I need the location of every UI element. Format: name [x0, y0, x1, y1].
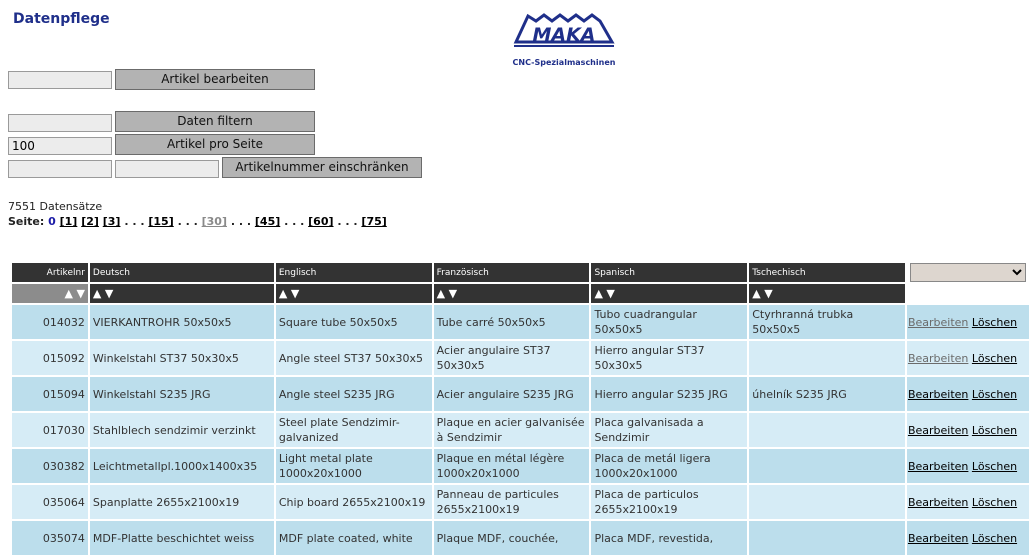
edit-link[interactable]: Bearbeiten: [907, 351, 969, 365]
cell-spanisch: Placa de metál ligera 1000x20x1000: [590, 448, 748, 484]
sort-blank: [906, 283, 1030, 304]
pager-link-75[interactable]: [75]: [361, 215, 387, 228]
delete-link[interactable]: Löschen: [971, 459, 1018, 473]
pager-link-1[interactable]: [1]: [59, 215, 78, 228]
cell-franzoesisch: Panneau de particules 2655x2100x19: [433, 484, 591, 520]
cell-franzoesisch: Tube carré 50x50x5: [433, 304, 591, 340]
cell-actions: [906, 448, 1030, 484]
cell-artikelnr: 015094: [11, 376, 89, 412]
delete-link[interactable]: Löschen: [971, 351, 1018, 365]
edit-link[interactable]: Bearbeiten: [907, 459, 969, 473]
filter-button[interactable]: Daten filtern: [115, 111, 315, 132]
delete-link[interactable]: Löschen: [971, 531, 1018, 545]
pager-label: Seite:: [8, 215, 45, 228]
per-page-input[interactable]: [8, 137, 112, 155]
cell-englisch: Square tube 50x50x5: [275, 304, 433, 340]
table-row: [11, 340, 1030, 376]
cell-englisch: Angle steel ST37 50x30x5: [275, 340, 433, 376]
cell-tschechisch: [748, 520, 906, 556]
sort-spanisch[interactable]: ▲ ▼: [590, 283, 748, 304]
cell-deutsch: Stahlblech sendzimir verzinkt: [89, 412, 275, 448]
table-row: [11, 448, 1030, 484]
pager-dots: . . .: [337, 215, 358, 228]
sort-artikelnr[interactable]: ▲ ▼: [11, 283, 89, 304]
cell-tschechisch: [748, 412, 906, 448]
edit-link[interactable]: Bearbeiten: [907, 531, 969, 545]
cell-artikelnr: 035064: [11, 484, 89, 520]
sort-row: [11, 283, 1030, 304]
delete-link[interactable]: Löschen: [971, 495, 1018, 509]
cell-englisch: Light metal plate 1000x20x1000: [275, 448, 433, 484]
edit-link[interactable]: Bearbeiten: [907, 315, 969, 329]
cell-actions: [906, 376, 1030, 412]
table-row: [11, 376, 1030, 412]
cell-actions: [906, 484, 1030, 520]
column-select[interactable]: [910, 263, 1026, 282]
maka-logo-mark: [512, 12, 616, 58]
cell-artikelnr: 030382: [11, 448, 89, 484]
cell-deutsch: Spanplatte 2655x2100x19: [89, 484, 275, 520]
pager-link-30[interactable]: [30]: [201, 215, 227, 228]
cell-englisch: Steel plate Sendzimir-galvanized: [275, 412, 433, 448]
header-artikelnr: Artikelnr: [11, 262, 89, 283]
cell-spanisch: Placa de particulos 2655x2100x19: [590, 484, 748, 520]
cell-spanisch: Tubo cuadrangular 50x50x5: [590, 304, 748, 340]
articles-table: [10, 261, 1031, 557]
cell-actions: [906, 412, 1030, 448]
cell-tschechisch: Ctyrhranná trubka 50x50x5: [748, 304, 906, 340]
header-tschechisch: Tschechisch: [748, 262, 906, 283]
cell-deutsch: Leichtmetallpl.1000x1400x35: [89, 448, 275, 484]
sort-franzoesisch[interactable]: ▲ ▼: [433, 283, 591, 304]
sort-englisch[interactable]: ▲ ▼: [275, 283, 433, 304]
cell-franzoesisch: Acier angulaire ST37 50x30x5: [433, 340, 591, 376]
maka-logo: [512, 12, 616, 72]
delete-link[interactable]: Löschen: [971, 315, 1018, 329]
cell-tschechisch: [748, 448, 906, 484]
pager-dots: . . .: [284, 215, 305, 228]
pager-current: 0: [48, 215, 56, 228]
header-select-cell: [906, 262, 1030, 283]
cell-tschechisch: [748, 484, 906, 520]
per-page-button[interactable]: Artikel pro Seite: [115, 134, 315, 155]
cell-franzoesisch: Acier angulaire S235 JRG: [433, 376, 591, 412]
cell-spanisch: Placa galvanisada a Sendzimir: [590, 412, 748, 448]
cell-englisch: Angle steel S235 JRG: [275, 376, 433, 412]
pager-dots: . . .: [177, 215, 198, 228]
cell-deutsch: Winkelstahl ST37 50x30x5: [89, 340, 275, 376]
filter-input[interactable]: [8, 114, 112, 132]
cell-deutsch: Winkelstahl S235 JRG: [89, 376, 275, 412]
table-row: [11, 520, 1030, 556]
table-row: [11, 412, 1030, 448]
cell-tschechisch: [748, 340, 906, 376]
cell-actions: [906, 520, 1030, 556]
header-deutsch: Deutsch: [89, 262, 275, 283]
cell-actions: [906, 340, 1030, 376]
header-englisch: Englisch: [275, 262, 433, 283]
table-row: [11, 484, 1030, 520]
cell-spanisch: Hierro angular S235 JRG: [590, 376, 748, 412]
cell-spanisch: Placa MDF, revestida,: [590, 520, 748, 556]
cell-tschechisch: úhelník S235 JRG: [748, 376, 906, 412]
cell-deutsch: MDF-Platte beschichtet weiss: [89, 520, 275, 556]
edit-link[interactable]: Bearbeiten: [907, 423, 969, 437]
cell-artikelnr: 035074: [11, 520, 89, 556]
pagination: [8, 215, 387, 228]
pager-dots: . . .: [124, 215, 145, 228]
table-header-row: [11, 262, 1030, 283]
cell-englisch: MDF plate coated, white: [275, 520, 433, 556]
header-franzoesisch: Französisch: [433, 262, 591, 283]
cell-actions: [906, 304, 1030, 340]
header-spanisch: Spanisch: [590, 262, 748, 283]
cell-artikelnr: 015092: [11, 340, 89, 376]
cell-franzoesisch: Plaque MDF, couchée,: [433, 520, 591, 556]
range-restrict-button[interactable]: Artikelnummer einschränken: [222, 157, 422, 178]
edit-article-input[interactable]: [8, 71, 112, 89]
range-from-input[interactable]: [8, 160, 112, 178]
pager-link-45[interactable]: [45]: [254, 215, 281, 228]
cell-englisch: Chip board 2655x2100x19: [275, 484, 433, 520]
cell-spanisch: Hierro angular ST37 50x30x5: [590, 340, 748, 376]
table-row: [11, 304, 1030, 340]
page-title: Datenpflege: [13, 11, 110, 27]
pager-link-60[interactable]: [60]: [308, 215, 334, 228]
sort-deutsch[interactable]: ▲ ▼: [89, 283, 275, 304]
pager-link-3[interactable]: [3]: [102, 215, 121, 228]
cell-deutsch: VIERKANTROHR 50x50x5: [89, 304, 275, 340]
sort-tschechisch[interactable]: ▲ ▼: [748, 283, 906, 304]
pager-link-15[interactable]: [15]: [148, 215, 174, 228]
cell-franzoesisch: Plaque en métal légère 1000x20x1000: [433, 448, 591, 484]
logo-subtitle: CNC-Spezialmaschinen: [512, 58, 616, 67]
pager-link-2[interactable]: [2]: [81, 215, 99, 228]
cell-artikelnr: 014032: [11, 304, 89, 340]
delete-link[interactable]: Löschen: [971, 387, 1018, 401]
pager-dots: . . .: [230, 215, 252, 228]
range-to-input[interactable]: [115, 160, 219, 178]
delete-link[interactable]: Löschen: [971, 423, 1018, 437]
cell-franzoesisch: Plaque en acier galvanisée à Sendzimir: [433, 412, 591, 448]
record-count: 7551 Datensätze: [8, 200, 103, 213]
edit-link[interactable]: Bearbeiten: [907, 387, 969, 401]
cell-artikelnr: 017030: [11, 412, 89, 448]
edit-article-button[interactable]: Artikel bearbeiten: [115, 69, 315, 90]
edit-link[interactable]: Bearbeiten: [907, 495, 969, 509]
logo-wordmark: MAKA: [532, 24, 596, 46]
